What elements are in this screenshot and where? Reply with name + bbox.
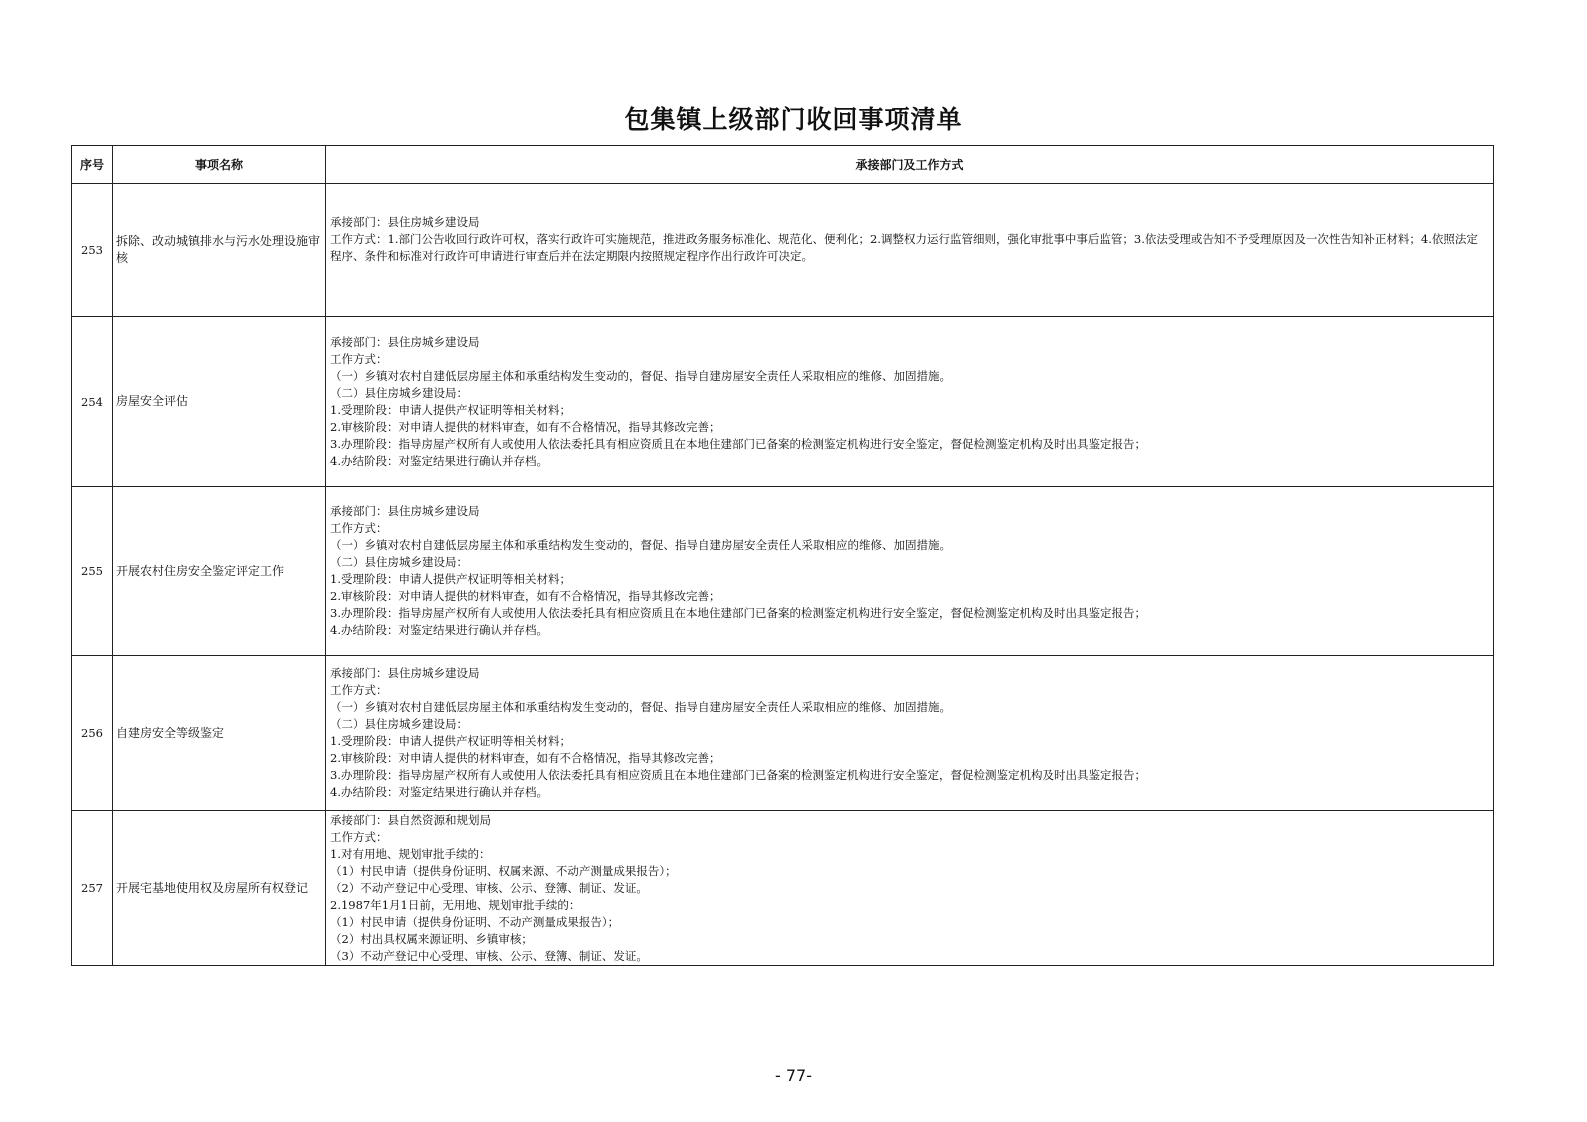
row-name: 开展农村住房安全鉴定评定工作 (113, 487, 326, 656)
content-line: （二）县住房城乡建设局： (330, 385, 468, 400)
content-line: （1）村民申请（提供身份证明、不动产测量成果报告）； (330, 914, 620, 929)
content-line: 工作方式： (330, 829, 388, 844)
content-line: 3.办理阶段：指导房屋产权所有人或使用人依法委托具有相应资质且在本地住建部门已备案的检测鉴定机构进行安全鉴定，督促检测鉴定机构及时出具鉴定报告； (330, 606, 1146, 620)
content-line: 3.办理阶段：指导房屋产权所有人或使用人依法委托具有相应资质且在本地住建部门已备案的检测鉴定机构进行安全鉴定，督促检测鉴定机构及时出具鉴定报告； (330, 768, 1146, 782)
content-line: （二）县住房城乡建设局： (330, 555, 468, 569)
content-line: （2）村出具权属来源证明、乡镇审核； (330, 931, 533, 946)
content-line: 2.1987年1月1日前，无用地、规划审批手续的： (330, 897, 581, 912)
content-line: 工作方式： (330, 351, 388, 366)
content-line: 承接部门：县住房城乡建设局 (330, 334, 480, 349)
header-name: 事项名称 (113, 146, 326, 184)
table-header-row (72, 146, 1494, 184)
row-content (326, 656, 1494, 811)
content-line: 4.办结阶段：对鉴定结果进行确认并存档。 (330, 785, 548, 799)
row-content (326, 811, 1494, 966)
header-num: 序号 (72, 146, 113, 184)
content-line: （二）县住房城乡建设局： (330, 717, 468, 731)
content-line: 4.办结阶段：对鉴定结果进行确认并存档。 (330, 623, 548, 637)
row-content (326, 317, 1494, 487)
content-line: 工作方式：1.部门公告收回行政许可权，落实行政许可实施规范，推进政务服务标准化、规范化、便利化；2.调整权力运行监管细则，强化审批事中事后监管；3.依法受理或告知不予受理原因及一次性告知补正材料；4.依照法定程序、条件和标准对行政许可申请进行审查后并在法定期限内按照规定程序作出行政许可决定。 (330, 231, 1478, 263)
items-table (71, 145, 1494, 966)
content-line: 4.办结阶段：对鉴定结果进行确认并存档。 (330, 453, 548, 468)
content-line: 承接部门：县住房城乡建设局 (330, 214, 480, 229)
table-row (72, 184, 1494, 317)
content-line: 2.审核阶段：对申请人提供的材料审查，如有不合格情况，指导其修改完善； (330, 419, 721, 434)
row-name: 自建房安全等级鉴定 (113, 656, 326, 811)
row-name: 开展宅基地使用权及房屋所有权登记 (113, 811, 326, 966)
content-line: （3）不动产登记中心受理、审核、公示、登簿、制证、发证。 (330, 948, 648, 963)
content-line: （2）不动产登记中心受理、审核、公示、登簿、制证、发证。 (330, 880, 648, 895)
content-line: 承接部门：县自然资源和规划局 (330, 812, 491, 827)
table-row (72, 656, 1494, 811)
row-name: 拆除、改动城镇排水与污水处理设施审核 (113, 184, 326, 317)
row-content (326, 184, 1494, 317)
content-line: 1.受理阶段：申请人提供产权证明等相关材料； (330, 734, 571, 748)
header-dept: 承接部门及工作方式 (326, 146, 1494, 184)
content-line: 3.办理阶段：指导房屋产权所有人或使用人依法委托具有相应资质且在本地住建部门已备案的检测鉴定机构进行安全鉴定，督促检测鉴定机构及时出具鉴定报告； (330, 436, 1146, 451)
row-num: 254 (72, 317, 113, 487)
page-number: - 77- (775, 1066, 812, 1085)
content-line: 1.对有用地、规划审批手续的： (330, 846, 491, 861)
content-line: 承接部门：县住房城乡建设局 (330, 504, 480, 518)
row-num: 255 (72, 487, 113, 656)
content-line: 工作方式： (330, 683, 388, 697)
content-line: （一）乡镇对农村自建低层房屋主体和承重结构发生变动的，督促、指导自建房屋安全责任人采取相应的维修、加固措施。 (330, 368, 951, 383)
row-name: 房屋安全评估 (113, 317, 326, 487)
table-row (72, 317, 1494, 487)
row-num: 257 (72, 811, 113, 966)
content-line: 承接部门：县住房城乡建设局 (330, 666, 480, 680)
content-line: 1.受理阶段：申请人提供产权证明等相关材料； (330, 402, 571, 417)
content-line: （1）村民申请（提供身份证明、权属来源、不动产测量成果报告）； (330, 863, 677, 878)
page-title: 包集镇上级部门收回事项清单 (624, 105, 963, 134)
content-line: （一）乡镇对农村自建低层房屋主体和承重结构发生变动的，督促、指导自建房屋安全责任人采取相应的维修、加固措施。 (330, 700, 951, 714)
content-line: 2.审核阶段：对申请人提供的材料审查，如有不合格情况，指导其修改完善； (330, 589, 721, 603)
row-num: 256 (72, 656, 113, 811)
content-line: 1.受理阶段：申请人提供产权证明等相关材料； (330, 572, 571, 586)
content-line: 2.审核阶段：对申请人提供的材料审查，如有不合格情况，指导其修改完善； (330, 751, 721, 765)
row-content (326, 487, 1494, 656)
content-line: （一）乡镇对农村自建低层房屋主体和承重结构发生变动的，督促、指导自建房屋安全责任人采取相应的维修、加固措施。 (330, 538, 951, 552)
table-row (72, 811, 1494, 966)
table-row (72, 487, 1494, 656)
row-num: 253 (72, 184, 113, 317)
content-line: 工作方式： (330, 521, 388, 535)
